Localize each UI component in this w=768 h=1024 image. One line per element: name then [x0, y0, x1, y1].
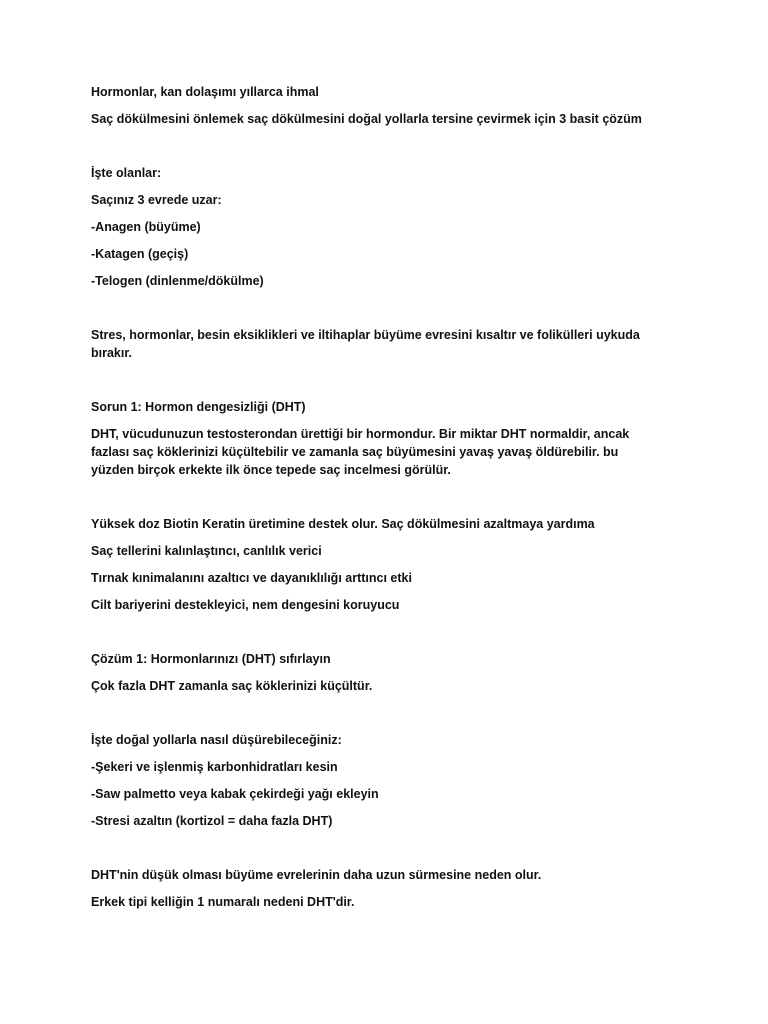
section-heading: Çözüm 1: Hormonlarınızı (DHT) sıfırlayın	[91, 652, 331, 666]
section-heading: Sorun 1: Hormon dengesizliği (DHT)	[91, 400, 306, 414]
list-item: -Şekeri ve işlenmiş karbonhidratları kesin	[91, 760, 338, 774]
paragraph: Tırnak kınimalanını azaltıcı ve dayanıklılığı arttıncı etki	[91, 571, 412, 585]
paragraph: Saç dökülmesini önlemek saç dökülmesini doğal yollarla tersine çevirmek için 3 basit çözüm	[91, 112, 642, 126]
paragraph: Cilt bariyerini destekleyici, nem dengesini koruyucu	[91, 598, 400, 612]
paragraph: Hormonlar, kan dolaşımı yıllarca ihmal	[91, 85, 319, 99]
paragraph: Erkek tipi kelliğin 1 numaralı nedeni DHT'dir.	[91, 895, 355, 909]
paragraph: İşte olanlar:	[91, 166, 162, 180]
paragraph: Stres, hormonlar, besin eksiklikleri ve iltihaplar büyüme evresini kısaltır ve folikülleri uykuda bırakır.	[91, 328, 640, 360]
list-item: -Telogen (dinlenme/dökülme)	[91, 274, 264, 288]
paragraph: Çok fazla DHT zamanla saç köklerinizi küçültür.	[91, 679, 373, 693]
paragraph: Yüksek doz Biotin Keratin üretimine destek olur. Saç dökülmesini azaltmaya yardıma	[91, 517, 595, 531]
list-item: -Stresi azaltın (kortizol = daha fazla DHT)	[91, 814, 333, 828]
paragraph: İşte doğal yollarla nasıl düşürebileceğiniz:	[91, 733, 342, 747]
paragraph: Saçınız 3 evrede uzar:	[91, 193, 222, 207]
list-item: -Katagen (geçiş)	[91, 247, 189, 261]
document-body	[91, 83, 651, 911]
paragraph: DHT, vücudunuzun testosterondan ürettiği bir hormondur. Bir miktar DHT normaldir, ancak fazlası saç köklerinizi küçültebilir ve zamanla saç büyümesini yavaş yavaş öldürebilir. bu yüzden birçok erkekte ilk önce tepede saç incelmesi görülür.	[91, 427, 630, 477]
list-item: -Anagen (büyüme)	[91, 220, 201, 234]
paragraph: Saç tellerini kalınlaştıncı, canlılık verici	[91, 544, 322, 558]
paragraph: DHT'nin düşük olması büyüme evrelerinin daha uzun sürmesine neden olur.	[91, 868, 542, 882]
list-item: -Saw palmetto veya kabak çekirdeği yağı ekleyin	[91, 787, 379, 801]
